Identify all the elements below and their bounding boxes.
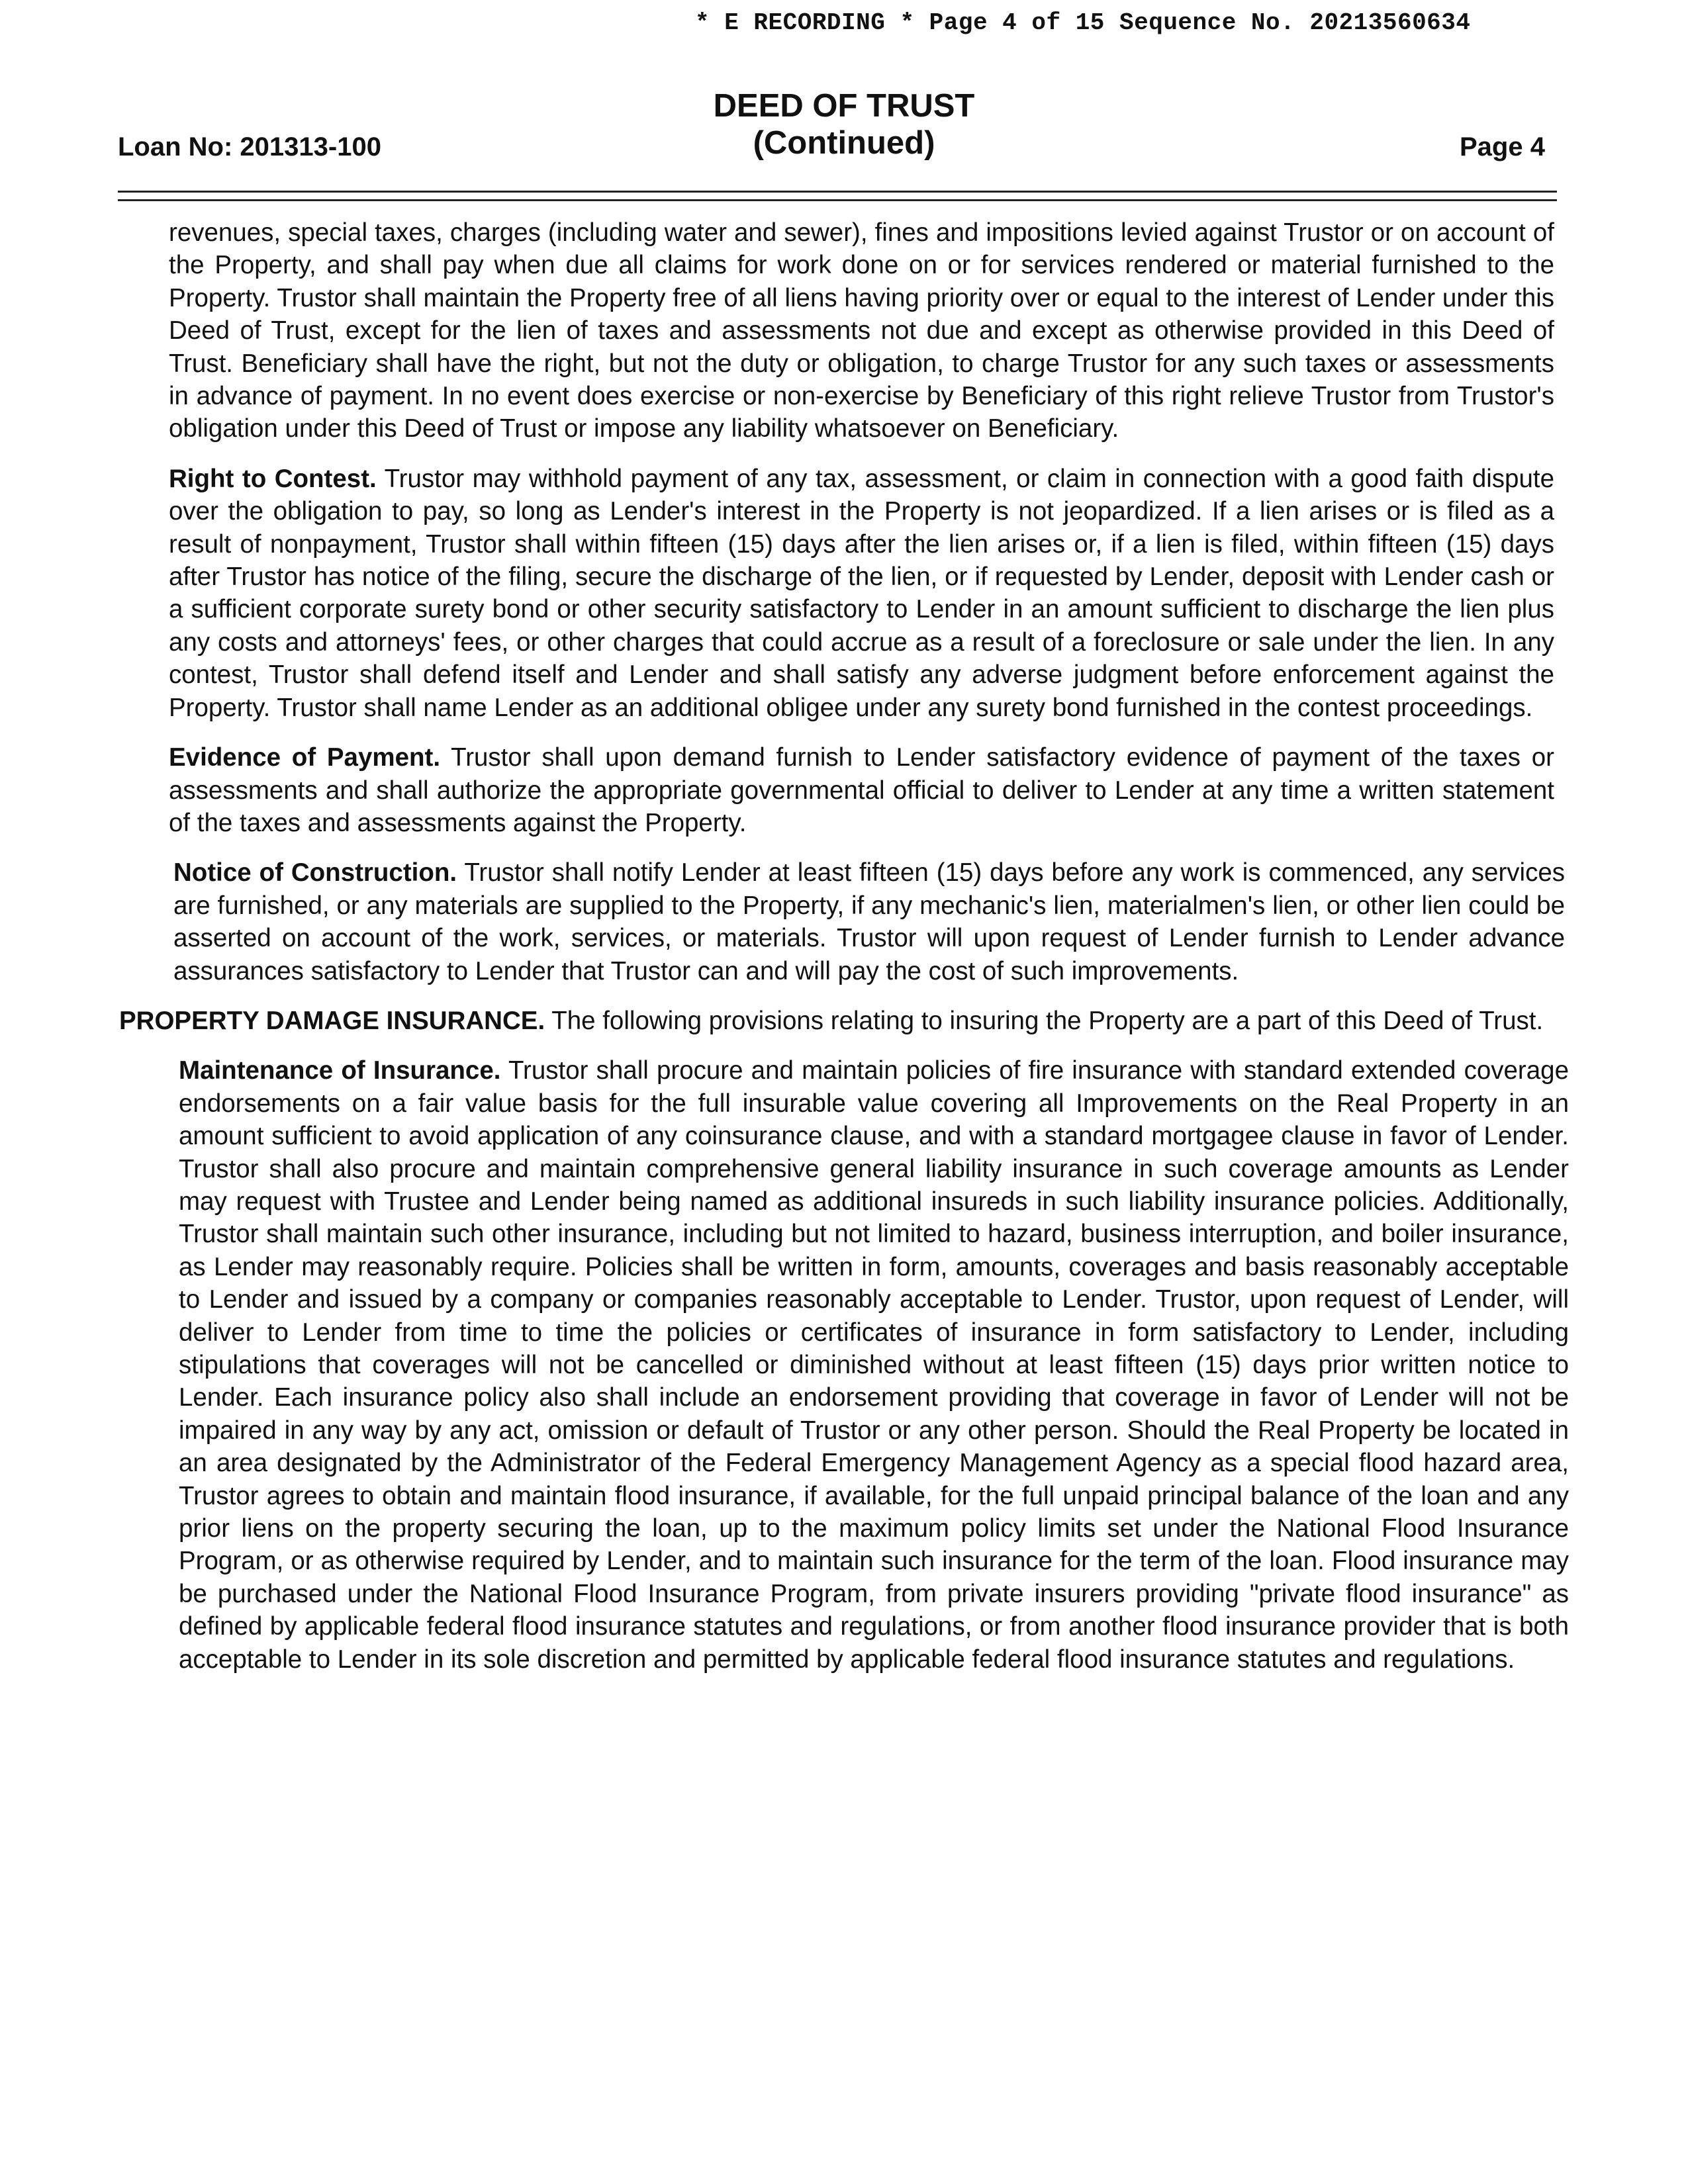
paragraph-notice-of-construction [173, 856, 1565, 987]
section-heading: Evidence of Payment. [169, 743, 441, 772]
paragraph-body: Trustor shall upon demand furnish to Lender satisfactory evidence of payment of the taxes or assessments and shall authorize the appropriate governmental official to deliver to Lender at any time a written statement of the taxes and assessments against the Property. [169, 743, 1554, 837]
recording-stamp: * E RECORDING * Page 4 of 15 Sequence No. 20213560634 [695, 9, 1471, 36]
paragraph-maintenance-of-insurance [179, 1054, 1569, 1676]
section-heading: PROPERTY DAMAGE INSURANCE. [119, 1006, 545, 1035]
paragraph-right-to-contest [169, 463, 1554, 724]
section-heading: Maintenance of Insurance. [179, 1056, 501, 1085]
document-subtitle: (Continued) [753, 125, 935, 161]
loan-number: Loan No: 201313-100 [118, 132, 381, 161]
paragraph-body: Trustor shall procure and maintain policies of fire insurance with standard extended coverage endorsements on a fair value basis for the full insurable value covering all Improvements on the Real Property in an amount sufficient to avoid application of any coinsurance clause, and with a standard mortgagee clause in favor of Lender. Trustor shall also procure and maintain comprehensive general liability insurance in such coverage amounts as Lender may request with Trustee and Lender being named as additional insureds in such liability insurance policies. Additionally, Trustor shall maintain such other insurance, including but not limited to hazard, business interruption, and boiler insurance, as Lender may reasonably require. Policies shall be written in form, amounts, coverages and basis reasonably acceptable to Lender and issued by a company or companies reasonably acceptable to Lender. Trustor, upon request of Lender, will deliver to Lender from time to time the policies or certificates of insurance in form satisfactory to Lender, including stipulations that coverages will not be cancelled or diminished without at least fifteen (15) days prior written notice to Lender. Each insurance policy also shall include an endorsement providing that coverage in favor of Lender will not be impaired in any way by any act, omission or default of Trustor or any other person. Should the Real Property be located in an area designated by the Administrator of the Federal Emergency Management Agency as a special flood hazard area, Trustor agrees to obtain and maintain flood insurance, if available, for the full unpaid principal balance of the loan and any prior liens on the property securing the loan, up to the maximum policy limits set under the National Flood Insurance Program, or as otherwise required by Lender, and to maintain such insurance for the term of the loan. Flood insurance may be purchased under the National Flood Insurance Program, from private insurers providing "private flood insurance" as defined by applicable federal flood insurance statutes and regulations, or from another flood insurance provider that is both acceptable to Lender in its sole discretion and permitted by applicable federal flood insurance statutes and regulations. [179, 1056, 1569, 1674]
section-heading: Notice of Construction. [173, 858, 457, 887]
document-title: DEED OF TRUST [713, 88, 975, 124]
header-rule-bottom [118, 199, 1557, 201]
paragraph-body: revenues, special taxes, charges (including water and sewer), fines and impositions levied against Trustor or on account of the Property, and shall pay when due all claims for work done on or for services rendered or material furnished to the Property. Trustor shall maintain the Property free of all liens having priority over or equal to the interest of Lender under this Deed of Trust, except for the lien of taxes and assessments not due and except as otherwise provided in this Deed of Trust. Beneficiary shall have the right, but not the duty or obligation, to charge Trustor for any such taxes or assessments in advance of payment. In no event does exercise or non-exercise by Beneficiary of this right relieve Trustor from Trustor's obligation under this Deed of Trust or impose any liability whatsoever on Beneficiary. [169, 218, 1554, 443]
paragraph-evidence-of-payment [169, 741, 1554, 839]
document-body [119, 216, 1569, 1693]
paragraph-body: Trustor shall notify Lender at least fifteen (15) days before any work is commenced, any services are furnished, or any materials are supplied to the Property, if any mechanic's lien, materialmen's lien, or other lien could be asserted on account of the work, services, or materials. Trustor will upon request of Lender furnish to Lender advance assurances satisfactory to Lender that Trustor can and will pay the cost of such improvements. [173, 858, 1565, 985]
header-rule-top [118, 191, 1557, 193]
paragraph-body: Trustor may withhold payment of any tax, assessment, or claim in connection with a good faith dispute over the obligation to pay, so long as Lender's interest in the Property is not jeopardized. If a lien arises or is filed as a result of nonpayment, Trustor shall within fifteen (15) days after the lien arises or, if a lien is filed, within fifteen (15) days after Trustor has notice of the filing, secure the discharge of the lien, or if requested by Lender, deposit with Lender cash or a sufficient corporate surety bond or other security satisfactory to Lender in an amount sufficient to discharge the lien plus any costs and attorneys' fees, or other charges that could accrue as a result of a foreclosure or sale under the lien. In any contest, Trustor shall defend itself and Lender and shall satisfy any adverse judgment before enforcement against the Property. Trustor shall name Lender as an additional obligee under any surety bond furnished in the contest proceedings. [169, 464, 1554, 722]
paragraph-intro [169, 216, 1554, 445]
section-heading: Right to Contest. [169, 464, 377, 493]
page-number: Page 4 [1460, 132, 1545, 161]
paragraph-property-damage-insurance [119, 1005, 1559, 1037]
paragraph-body: The following provisions relating to insuring the Property are a part of this Deed of Trust. [551, 1006, 1544, 1035]
